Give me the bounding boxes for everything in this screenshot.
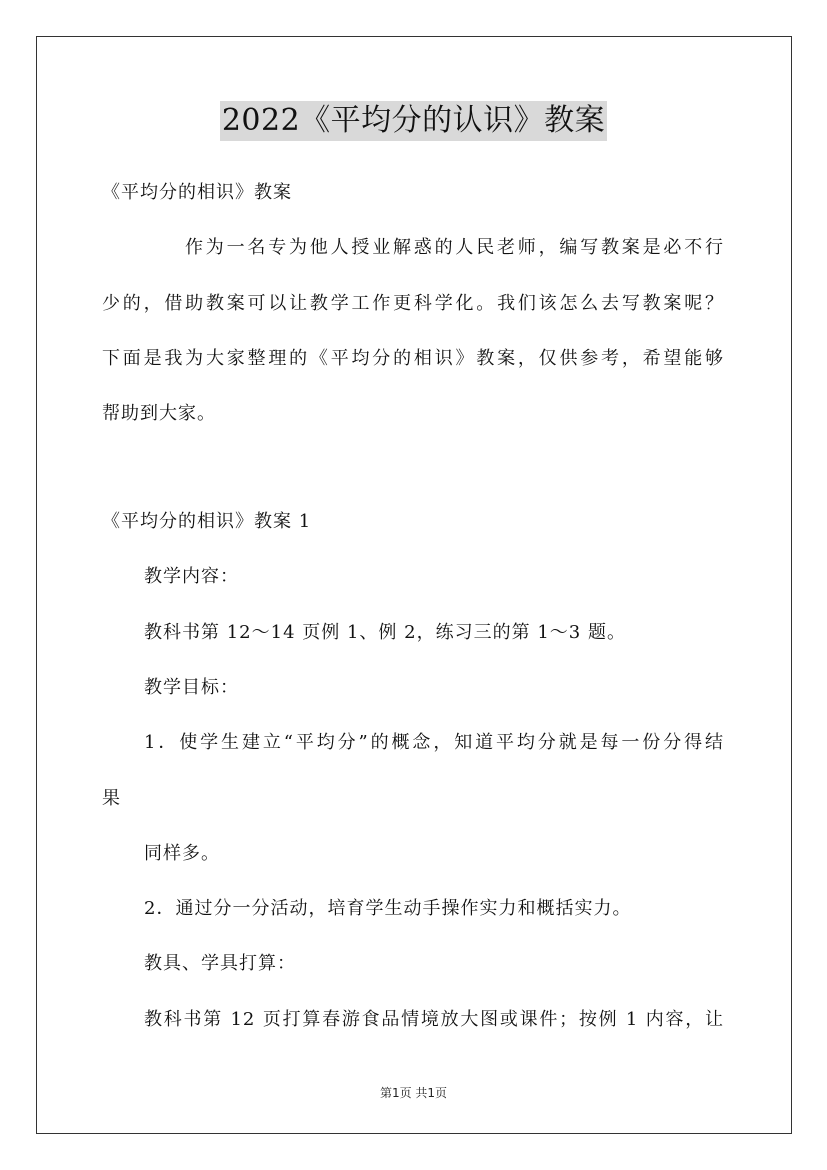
body-line-goal-1: 1．使学生建立“平均分”的概念，知道平均分就是每一份分得结 xyxy=(144,732,724,753)
body-line-materials-detail: 教科书第 12 页打算春游食品情境放大图或课件；按例 1 内容，让 xyxy=(144,1009,724,1030)
intro-line-2: 少的，借助教案可以让教学工作更科学化。我们该怎么去写教案呢？ xyxy=(102,293,724,314)
intro-line-3: 下面是我为大家整理的《平均分的相识》教案，仅供参考，希望能够 xyxy=(102,348,724,369)
section-heading: 《平均分的相识》教案 1 xyxy=(102,511,312,532)
body-line-goal-2: 2．通过分一分活动，培育学生动手操作实力和概括实力。 xyxy=(144,898,632,919)
body-line-teaching-content: 教学内容： xyxy=(144,566,239,587)
body-line-goal-1-cont: 果 xyxy=(102,788,121,809)
document-title xyxy=(0,100,827,141)
intro-line-1: 作为一名专为他人授业解惑的人民老师，编写教案是必不行 xyxy=(185,237,724,258)
body-line-textbook-pages: 教科书第 12～14 页例 1、例 2，练习三的第 1～3 题。 xyxy=(144,622,626,643)
subtitle: 《平均分的相识》教案 xyxy=(102,182,292,203)
intro-line-4: 帮助到大家。 xyxy=(102,403,216,424)
body-line-materials: 教具、学具打算： xyxy=(144,953,296,974)
document-title-text: 2022《平均分的认识》教案 xyxy=(220,101,607,141)
body-line-goal-1-end: 同样多。 xyxy=(144,843,220,864)
body-line-teaching-goals: 教学目标： xyxy=(144,677,239,698)
page-footer: 第1页 共1页 xyxy=(379,1086,448,1100)
